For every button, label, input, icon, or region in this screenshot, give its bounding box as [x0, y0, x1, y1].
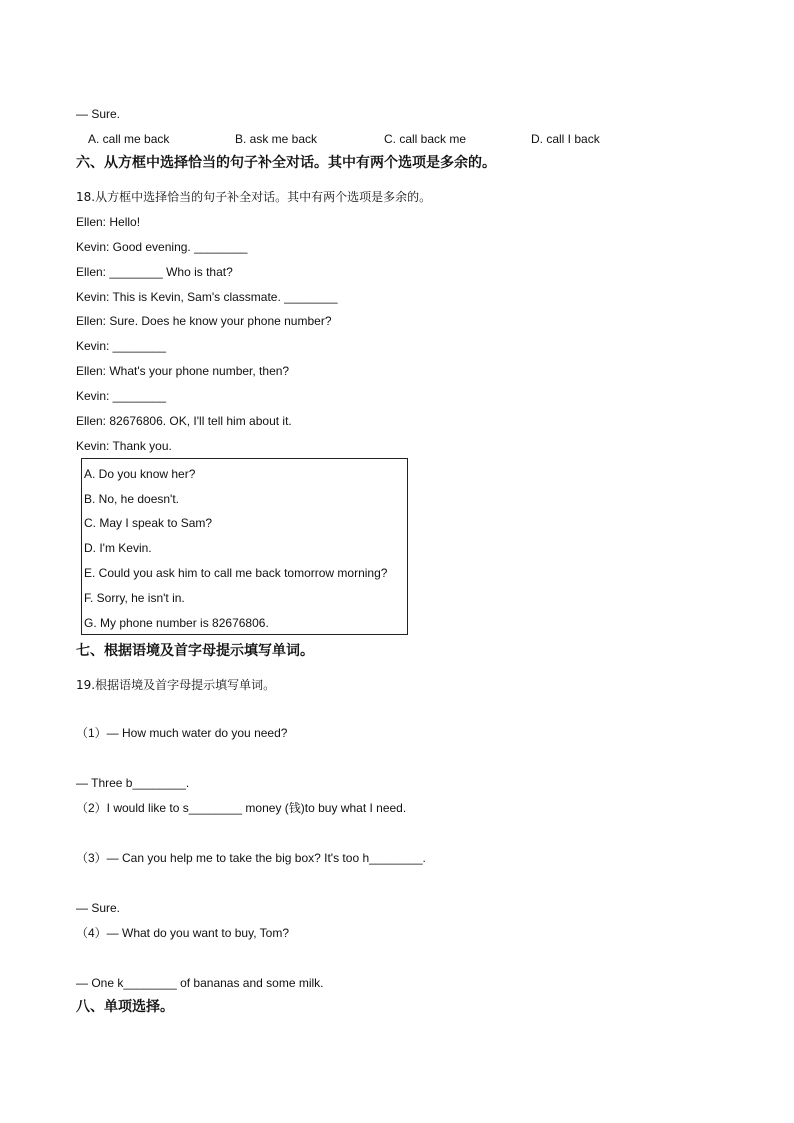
q18-dialogue-line: Kevin: Thank you.	[76, 439, 172, 453]
q18-box-option-a[interactable]: A. Do you know her?	[84, 467, 196, 481]
q18-box-option-e[interactable]: E. Could you ask him to call me back tomorrow morning?	[84, 566, 388, 580]
q19-item: — Three b________.	[76, 776, 190, 790]
section-8-heading: 八、单项选择。	[76, 999, 174, 1015]
q18-dialogue-line: Ellen: What's your phone number, then?	[76, 364, 290, 378]
section-6-heading: 六、从方框中选择恰当的句子补全对话。其中有两个选项是多余的。	[76, 155, 496, 171]
q18-dialogue-line: Kevin: ________	[76, 389, 167, 403]
q18-box-option-d[interactable]: D. I'm Kevin.	[84, 541, 152, 555]
q18-dialogue-line: Ellen: ________ Who is that?	[76, 265, 233, 279]
q19-item: — Sure.	[76, 901, 121, 915]
q17-option-a[interactable]: A. call me back	[88, 132, 170, 146]
q18-dialogue-line: Ellen: Hello!	[76, 215, 141, 229]
q18-options-box	[81, 458, 408, 635]
q17-option-d[interactable]: D. call I back	[531, 132, 600, 146]
section-7-heading: 七、根据语境及首字母提示填写单词。	[76, 643, 314, 659]
q18-dialogue-line: Ellen: 82676806. OK, I'll tell him about it.	[76, 414, 292, 428]
q18-box-option-g[interactable]: G. My phone number is 82676806.	[84, 616, 269, 630]
q18-dialogue-line: Kevin: This is Kevin, Sam's classmate. ________	[76, 290, 338, 304]
q18-dialogue-line: Ellen: Sure. Does he know your phone number?	[76, 314, 332, 328]
q18-box-option-f[interactable]: F. Sorry, he isn't in.	[84, 591, 185, 605]
q18-box-option-c[interactable]: C. May I speak to Sam?	[84, 516, 213, 530]
q17-answer-line: — Sure.	[76, 107, 121, 121]
q19-item: — One k________ of bananas and some milk.	[76, 976, 324, 990]
q18-dialogue-line: Kevin: ________	[76, 339, 167, 353]
q19-item: （2）I would like to s________ money (钱)to buy what I need.	[76, 801, 407, 815]
q19-item: （3）— Can you help me to take the big box? It's too h________.	[76, 851, 426, 865]
q19-item: （1）— How much water do you need?	[76, 726, 288, 740]
q19-title: 19.根据语境及首字母提示填写单词。	[76, 678, 276, 692]
q18-box-option-b[interactable]: B. No, he doesn't.	[84, 492, 180, 506]
q19-item: （4）— What do you want to buy, Tom?	[76, 926, 289, 940]
q17-option-b[interactable]: B. ask me back	[235, 132, 318, 146]
q17-option-c[interactable]: C. call back me	[384, 132, 467, 146]
q18-title: 18.从方框中选择恰当的句子补全对话。其中有两个选项是多余的。	[76, 190, 432, 204]
q18-dialogue-line: Kevin: Good evening. ________	[76, 240, 248, 254]
